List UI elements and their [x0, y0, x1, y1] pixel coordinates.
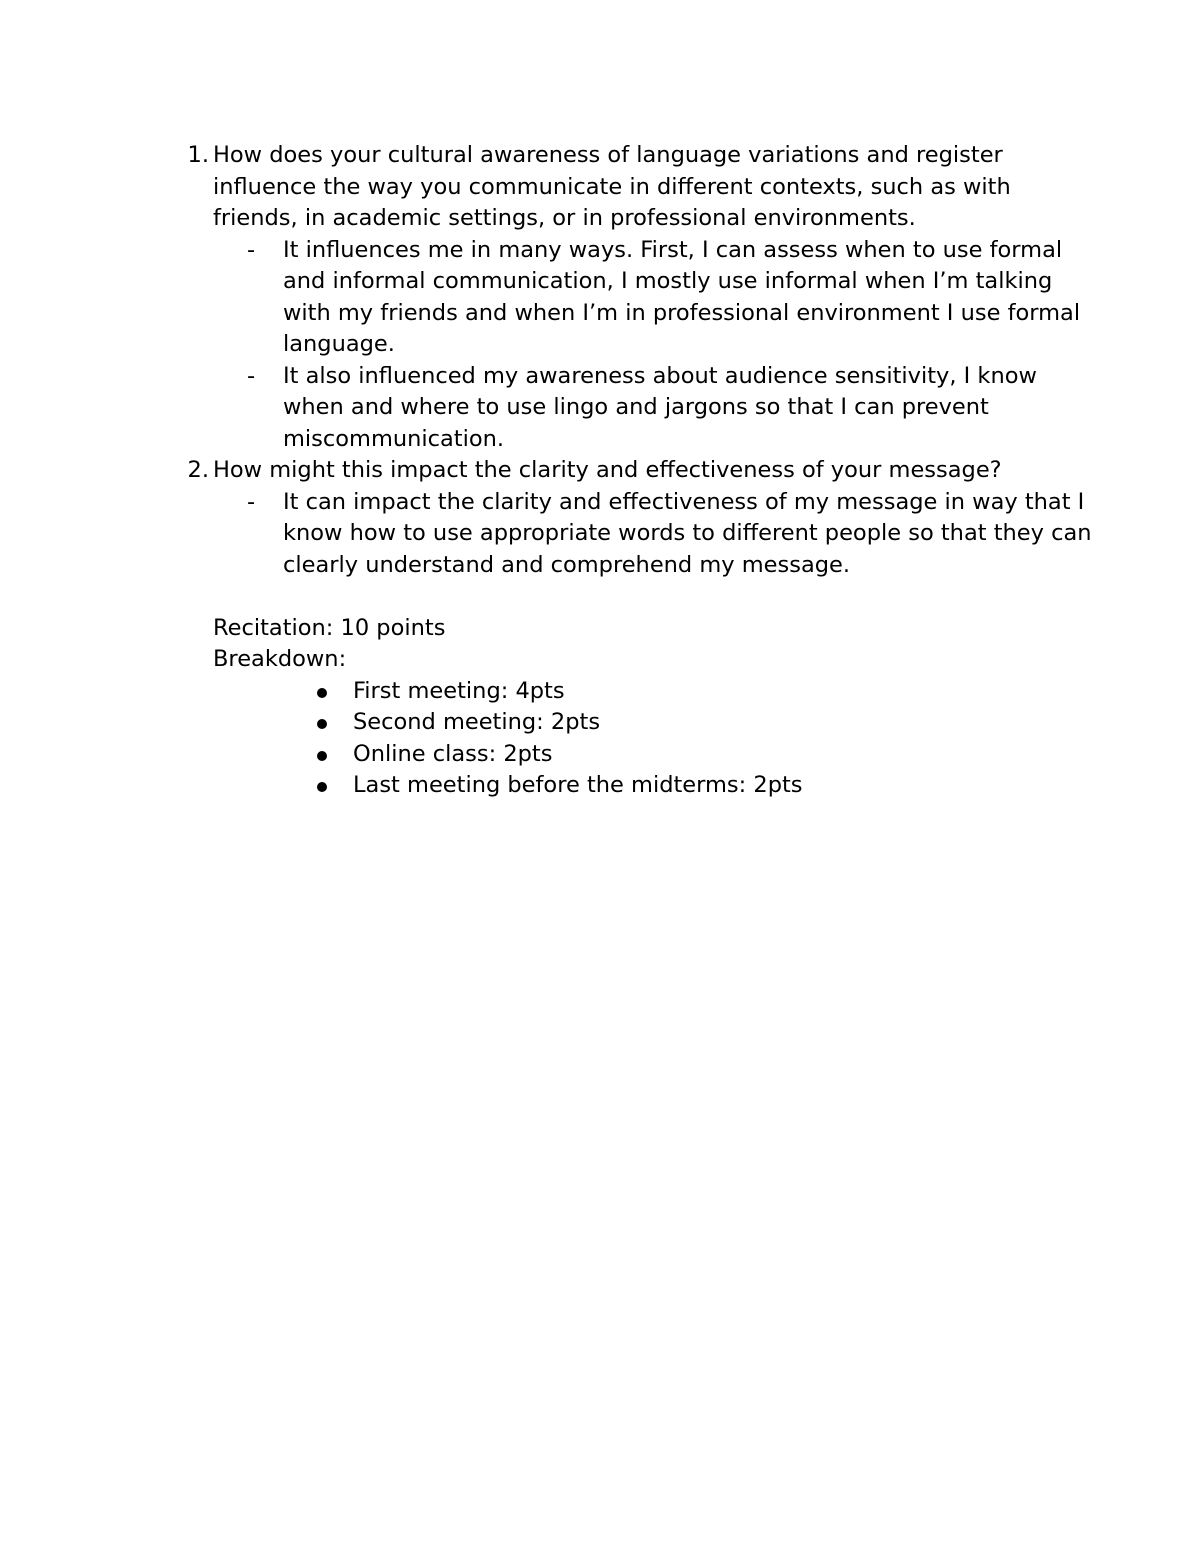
question-number: 2.	[187, 457, 209, 483]
breakdown-label: Breakdown:	[213, 646, 347, 672]
question-2-answers	[213, 487, 1093, 582]
bullet-dot-icon	[317, 782, 327, 792]
question-1-answers	[213, 235, 1093, 456]
question-text: How might this impact the clarity and effectiveness of your message?	[213, 457, 1002, 483]
breakdown-list	[213, 676, 1093, 802]
question-1	[187, 140, 1093, 235]
breakdown-item-text: Second meeting: 2pts	[353, 709, 601, 735]
breakdown-item	[213, 770, 1093, 802]
answer-text: It also influenced my awareness about audience sensitivity, I know when and where to use lingo and jargons so that I can prevent miscommunication.	[283, 362, 1037, 452]
breakdown-item-text: First meeting: 4pts	[353, 677, 565, 704]
bullet-dot-icon	[317, 751, 327, 761]
answer-item	[213, 361, 1093, 456]
dash-marker: -	[247, 488, 256, 515]
recitation-line: Recitation: 10 points	[213, 614, 446, 641]
document-body	[187, 140, 1093, 802]
question-2	[187, 455, 1093, 487]
bullet-dot-icon	[317, 688, 327, 698]
answer-item	[213, 235, 1093, 361]
breakdown-item-text: Online class: 2pts	[353, 740, 553, 767]
breakdown-item	[213, 739, 1093, 771]
question-number: 1.	[187, 142, 209, 168]
dash-marker: -	[247, 362, 256, 389]
question-text: How does your cultural awareness of language variations and register influence the way you communicate in different contexts, such as with friends, in academic settings, or in professional environments.	[213, 142, 1011, 231]
dash-marker: -	[247, 236, 256, 263]
answer-item	[213, 487, 1093, 582]
breakdown-item-text: Last meeting before the midterms: 2pts	[353, 772, 803, 798]
answer-text: It influences me in many ways. First, I can assess when to use formal and informal communication, I mostly use informal when I’m talking with my friends and when I’m in professional environment I use formal language.	[283, 236, 1081, 357]
breakdown-item	[213, 707, 1093, 739]
blank-line	[213, 581, 1093, 613]
breakdown-item	[213, 676, 1093, 708]
answer-text: It can impact the clarity and effectiveness of my message in way that I know how to use appropriate words to different people so that they can clearly understand and comprehend my message.	[283, 488, 1092, 578]
bullet-dot-icon	[317, 719, 327, 729]
